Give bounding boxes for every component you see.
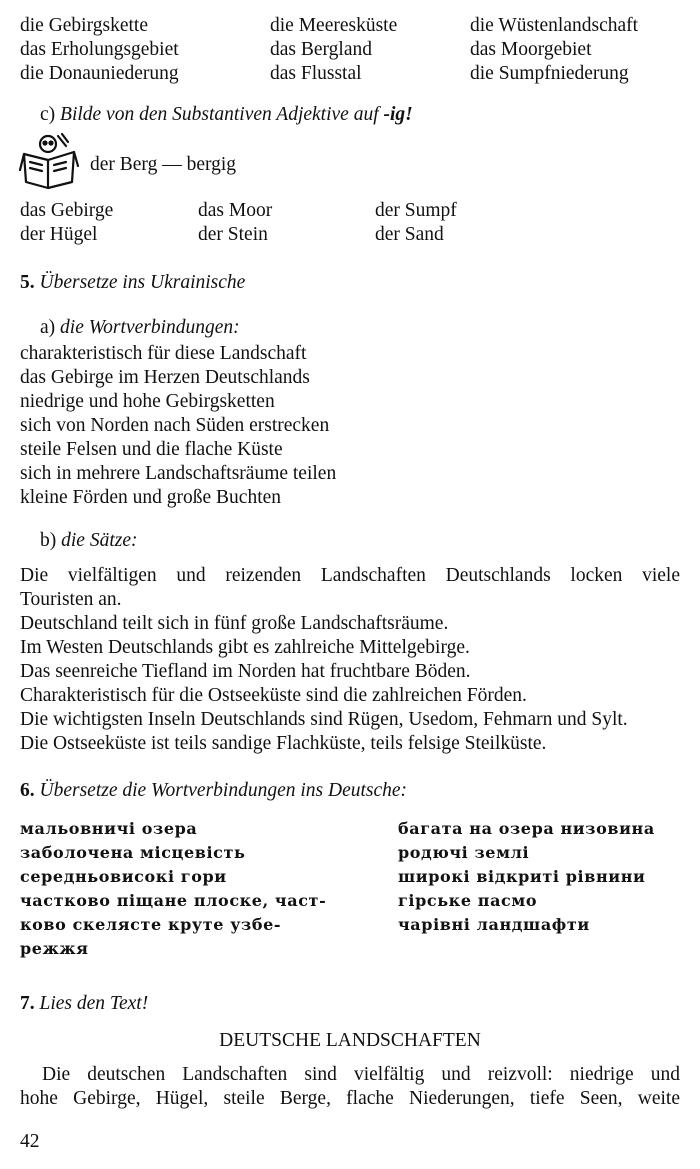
word: der Stein — [198, 224, 268, 245]
ukrainian-list-right — [398, 817, 655, 937]
word: das Bergland — [270, 39, 372, 60]
task6-heading — [20, 779, 407, 803]
ukrainian-phrase: мальовничі озера — [20, 819, 198, 838]
ukrainian-phrase: широкі відкриті рівнини — [398, 867, 646, 886]
word: das Moorgebiet — [470, 39, 592, 60]
word: die Gebirgskette — [20, 15, 148, 36]
ukrainian-phrase: режжя — [20, 939, 89, 958]
sentence: Im Westen Deutschlands gibt es zahlreiche Mittelgebirge. — [20, 637, 470, 658]
task7-number: 7. — [20, 993, 35, 1014]
phrase-list — [20, 342, 336, 510]
ukrainian-phrase: заболочена місцевість — [20, 843, 246, 862]
word: das Moor — [198, 200, 273, 221]
phrase: sich in mehrere Landschaftsräume teilen — [20, 463, 337, 484]
word: der Sand — [375, 224, 444, 245]
ukrainian-phrase: багата на озера низовина — [398, 819, 655, 838]
task6-number: 6. — [20, 780, 35, 801]
ukrainian-phrase: частково піщане плоске, част- — [20, 891, 327, 910]
word: das Gebirge — [20, 200, 114, 221]
task5-a-label: a) — [40, 317, 56, 338]
sentence: Das seenreiche Tiefland im Norden hat fruchtbare Böden. — [20, 661, 471, 682]
task7-heading — [20, 992, 148, 1016]
page-number: 42 — [20, 1131, 40, 1152]
phrase: kleine Förden und große Buchten — [20, 487, 282, 508]
sentence: Deutschland teilt sich in fünf große Landschaftsräume. — [20, 613, 449, 634]
word: die Meeresküste — [270, 15, 398, 36]
phrase: steile Felsen und die flache Küste — [20, 439, 283, 460]
task7-title: Lies den Text! — [39, 993, 149, 1014]
sentence-list — [20, 564, 680, 756]
task-c-label: c) — [40, 104, 56, 125]
word: die Donauniederung — [20, 63, 179, 84]
text-line: hohe Gebirge, Hügel, steile Berge, flache Niederungen, tiefe Seen, weite — [20, 1088, 680, 1109]
task5-a-title: die Wortverbindungen: — [60, 317, 240, 338]
word: die Sumpfniederung — [470, 63, 629, 84]
ukrainian-list-left — [20, 817, 326, 961]
task-c-suffix: -ig! — [383, 104, 413, 125]
ukrainian-phrase: родючі землі — [398, 843, 530, 862]
task5-heading — [20, 271, 245, 295]
sentence: Die wichtigsten Inseln Deutschlands sind Rügen, Usedom, Fehmarn und Sylt. — [20, 709, 628, 730]
phrase: niedrige und hohe Gebirgsketten — [20, 391, 275, 412]
ukrainian-phrase: чарівні ландшафти — [398, 915, 590, 934]
task-c-word-list — [20, 199, 535, 247]
word: das Flusstal — [270, 63, 362, 84]
word: die Wüstenlandschaft — [470, 15, 639, 36]
sentence: Charakteristisch für die Ostseeküste sind die zahlreichen Förden. — [20, 685, 527, 706]
word: der Hügel — [20, 224, 98, 245]
word: das Erholungsgebiet — [20, 39, 179, 60]
task5-number: 5. — [20, 272, 35, 293]
ukrainian-phrase: ково скелясте круте узбе- — [20, 915, 282, 934]
phrase: sich von Norden nach Süden erstrecken — [20, 415, 330, 436]
text-body — [20, 1063, 680, 1111]
sentence: Touristen an. — [20, 589, 122, 610]
task5-a-heading — [40, 316, 240, 340]
task5-b-label: b) — [40, 530, 57, 551]
text-title: DEUTSCHE LANDSCHAFTEN — [219, 1030, 481, 1051]
task-c-instruction — [40, 103, 413, 127]
text-line: Die deutschen Landschaften sind vielfältig und reizvoll: niedrige und — [42, 1064, 680, 1085]
task5-title: Übersetze ins Ukrainische — [39, 272, 246, 293]
top-word-list — [20, 14, 690, 86]
reading-book-icon — [18, 132, 80, 190]
phrase: das Gebirge im Herzen Deutschlands — [20, 367, 310, 388]
ukrainian-phrase: середньовисокі гори — [20, 867, 227, 886]
task-c-example: der Berg — bergig — [90, 154, 237, 175]
word: der Sumpf — [375, 200, 457, 221]
task5-b-title: die Sätze: — [61, 530, 138, 551]
phrase: charakteristisch für diese Landschaft — [20, 343, 307, 364]
task6-title: Übersetze die Wortverbindungen ins Deutsche: — [39, 780, 408, 801]
sentence: Die Ostseeküste ist teils sandige Flachküste, teils felsige Steilküste. — [20, 733, 547, 754]
ukrainian-phrase: гірське пасмо — [398, 891, 538, 910]
task5-b-heading — [40, 529, 137, 553]
task-c-text: Bilde von den Substantiven Adjektive auf — [60, 104, 384, 125]
sentence: Die vielfältigen und reizenden Landschaften Deutschlands locken viele — [20, 565, 680, 586]
